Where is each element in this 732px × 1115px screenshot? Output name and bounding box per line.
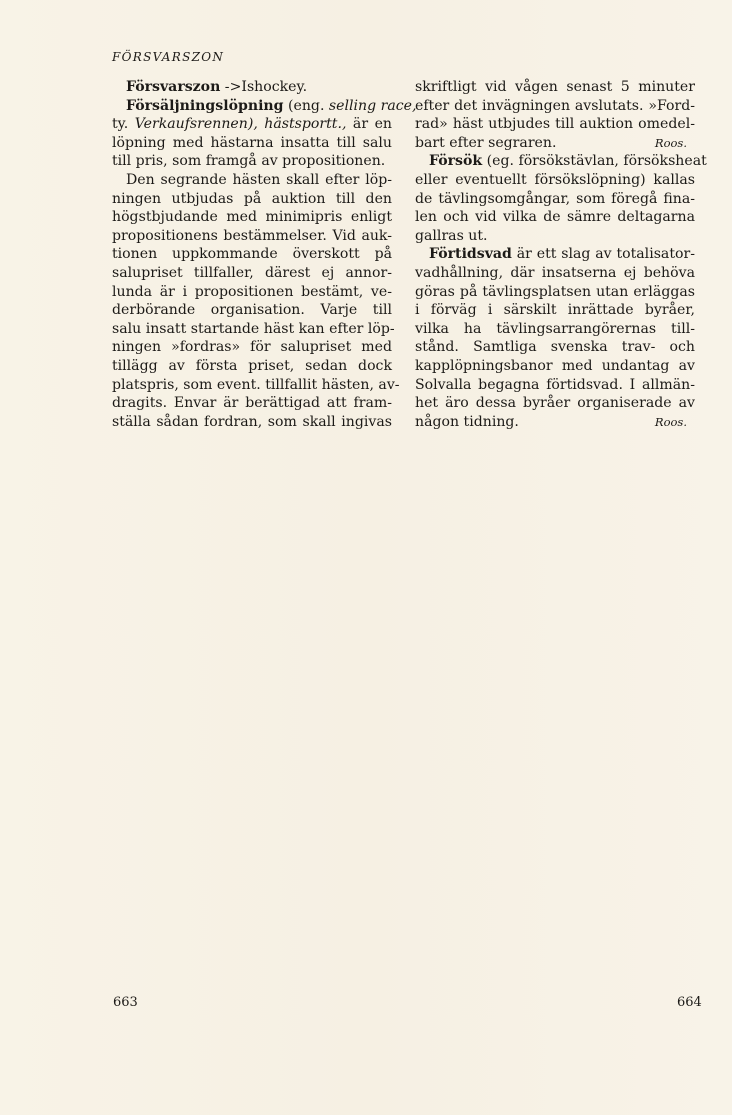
entry-text: är ett slag av totalisator- [511,246,695,263]
text-line: ningen utbjudas på auktion till den [112,190,392,207]
text-line: ställa sådan fordran, som skall ingivas [112,413,392,430]
text-line: lunda är i propositionen bestämt, ve- [112,283,392,300]
text-line: efter det invägningen avslutats. »Ford- [415,97,695,114]
text-line: till pris, som framgå av propositionen. [112,153,386,170]
entry-text-italic: Verkaufsrennen), hästsportt., [134,116,347,133]
entry-fortidsvad-line [415,245,695,264]
text-line: löpning med hästarna insatta till salu [112,134,392,151]
text-line: tillägg av första priset, sedan dock [112,357,392,374]
text-line: vilka ha tävlingsarrangörernas till- [415,320,695,337]
text-line: salu insatt startande häst kan efter löp- [112,320,395,337]
page-number-right: 664 [677,995,702,1010]
text-line: tionen uppkommande överskott på [112,246,392,263]
text-line [112,115,392,134]
text-line: högstbjudande med minimipris enligt [112,209,392,226]
text-line: de tävlingsomgångar, som föregå fina- [415,190,695,207]
entry-text: ty. [112,116,135,133]
text-line: platspris, som event. tillfallit hästen, av- [112,376,400,393]
text-line: i förväg i särskilt inrättade byråer, [415,302,695,319]
running-header: FÖRSVARSZON [112,50,225,64]
text-line: kapplöpningsbanor med undantag av [415,357,695,374]
entry-forsaljningslopning-line [112,97,417,116]
text-line-with-signature [415,134,695,153]
entry-text-italic: selling race, [328,97,417,114]
entry-text: är en [346,116,392,133]
headword: Försvarszon [126,79,221,95]
text-line: propositionens bestämmelser. Vid auk- [112,227,392,244]
text-line: eller eventuellt försökslöpning) kallas [415,171,695,188]
text-line: gallras ut. [415,227,488,244]
text-line: Solvalla begagna förtidsvad. I allmän- [415,376,695,393]
entry-text: (eg. försökstävlan, försöksheat [482,153,707,170]
left-column [112,78,417,431]
text-line: vadhållning, där insatserna ej behöva [415,264,695,281]
page-number-left: 663 [113,995,138,1010]
text-line: skriftligt vid vågen senast 5 minuter [415,79,695,95]
text-line: Den segrande hästen skall efter löp- [126,171,392,188]
text-line: ningen »fordras» för salupriset med [112,339,392,356]
text-line: derbörande organisation. Varje till [112,302,392,319]
text-line: göras på tävlingsplatsen utan erläggas [415,283,695,300]
text-line-with-signature [415,413,695,432]
text-line: bart efter segraren. [415,134,557,151]
entry-forsvarszon [112,78,392,97]
entry-forsok-line [415,152,707,171]
headword: Förtidsvad [429,246,512,263]
entry-text: (eng. [283,97,329,114]
text-line: salupriset tillfaller, därest ej annor- [112,264,392,281]
headword: Försäljningslöpning [126,97,284,114]
text-line: rad» häst utbjudes till auktion omedel- [415,116,695,133]
text-line: len och vid vilka de sämre deltagarna [415,209,695,226]
text-line: dragits. Envar är berättigad att fram- [112,395,392,412]
text-line: het äro dessa byråer organiserade av [415,395,695,412]
entry-text: ->Ishockey. [220,79,308,95]
right-column [415,78,707,431]
author-signature: Roos. [654,414,687,429]
author-signature: Roos. [654,135,687,150]
text-line: stånd. Samtliga svenska trav- och [415,339,695,356]
text-line: någon tidning. [415,413,519,430]
headword: Försök [429,153,483,170]
